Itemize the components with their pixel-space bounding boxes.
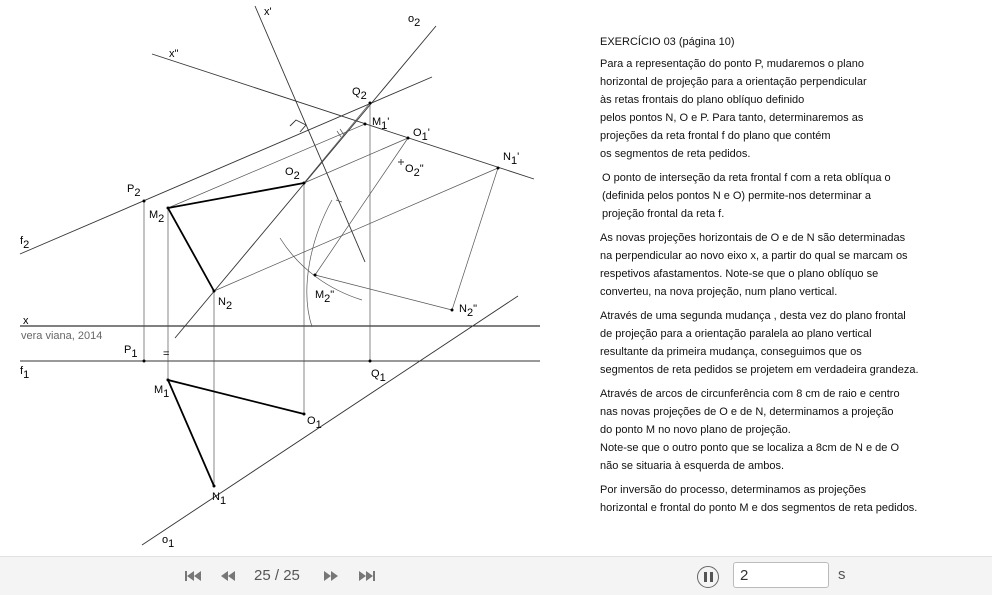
label-q1: Q1: [371, 368, 386, 384]
m-n-new-segment: [315, 275, 452, 310]
label-n2-double: N2": [459, 303, 477, 319]
x-prime-axis: [255, 6, 365, 262]
label-n2: N2: [218, 296, 233, 312]
paragraph-3: As novas projeções horizontais de O e de N são determinadas na perpendicular ao novo eixo x, a partir do qual se marcam os respetivos afastamentos. Note-se que o plano oblíquo se converteu, na nova projeção, num plano vertical.: [600, 232, 908, 298]
o1-line: [142, 296, 518, 545]
paragraph-6: Por inversão do processo, determinamos as projeções horizontal e frontal do ponto M e dos segmentos de reta pedidos.: [600, 484, 918, 514]
label-x-prime: x': [264, 6, 272, 18]
label-m2-double: M2": [315, 289, 335, 305]
label-n1-prime: N1': [503, 151, 520, 167]
label-o2-point: O2: [285, 166, 300, 182]
label-m1: M1: [154, 384, 170, 400]
label-n1: N1: [212, 491, 227, 507]
current-page: 25: [254, 567, 271, 584]
tick-mark-1: [337, 131, 341, 137]
plus-marker-o2dd: [398, 159, 404, 165]
total-pages: 25: [283, 567, 300, 584]
speed-input[interactable]: [733, 562, 829, 588]
exercise-title: EXERCÍCIO 03 (página 10): [600, 36, 735, 48]
label-p1: P1: [124, 344, 138, 360]
page-indicator: [254, 567, 300, 584]
label-f2: f2: [20, 235, 30, 251]
pause-icon-bar: [710, 572, 713, 582]
label-o1-point: O1: [307, 415, 322, 431]
next-page-button[interactable]: [321, 567, 341, 585]
x-double-axis: [152, 54, 534, 179]
last-page-button[interactable]: [357, 567, 377, 585]
label-f1: f1: [20, 365, 30, 381]
pause-icon: [704, 572, 707, 582]
skip-last-icon: [358, 570, 376, 582]
paragraph-5: Através de arcos de circunferência com 8 cm de raio e centro nas novas projeções de O e de N, determinamos a projeção do ponto M no novo plano de projeção. Note-se que o outro ponto que se localiza a 8cm de N e de O não se situaria à esquerda de ambos.: [600, 388, 900, 472]
label-p2: P2: [127, 183, 141, 199]
label-o2-line: o2: [408, 13, 421, 29]
pause-button[interactable]: [697, 566, 719, 588]
skip-first-icon: [184, 570, 202, 582]
first-page-button[interactable]: [183, 567, 203, 585]
explanation-panel: [600, 33, 970, 523]
label-m2: M2: [149, 209, 165, 225]
right-angle-marker: [290, 120, 306, 132]
speed-unit: s: [838, 566, 846, 583]
perp-n2: [214, 168, 498, 291]
label-m1-prime: M1': [372, 116, 390, 132]
n-new-segment: [452, 168, 498, 310]
label-q2: Q2: [352, 86, 367, 102]
previous-page-button[interactable]: [218, 567, 238, 585]
horizontal-projection-mno: [168, 380, 304, 486]
label-x-double: x": [169, 48, 179, 60]
credit-text: vera viana, 2014: [21, 330, 103, 342]
paragraph-4: Através de uma segunda mudança , desta vez do plano frontal de projeção para a orientação paralela ao plano vertical resultante da primeira mudança, conseguimos que os segmentos de reta pedidos se projetem em verdadeira grandeza.: [600, 310, 919, 376]
rewind-icon: [219, 570, 237, 582]
perp-m2: [168, 124, 365, 208]
label-x-axis: x: [23, 315, 29, 327]
fast-forward-icon: [322, 570, 340, 582]
label-o1-prime: O1': [413, 127, 430, 143]
label-o1-line: o1: [162, 534, 175, 550]
page-separator: /: [270, 567, 284, 584]
equal-mark: =: [163, 348, 170, 360]
paragraph-1: Para a representação do ponto P, mudaremos o plano horizontal de projeção para a orientação perpendicular às retas frontais do plano oblíquo definido pelos pontos N, O e P. Para tanto, determinaremos as projeções da reta frontal f do plano que contém os segmentos de reta pedidos.: [600, 58, 867, 160]
arc-m: [307, 200, 335, 327]
paragraph-2: O ponto de interseção da reta frontal f com a reta oblíqua o (definida pelos pontos N e O) permite-nos determinar a projeção frontal da reta f.: [602, 172, 891, 220]
label-o2-double: O2": [405, 163, 424, 179]
